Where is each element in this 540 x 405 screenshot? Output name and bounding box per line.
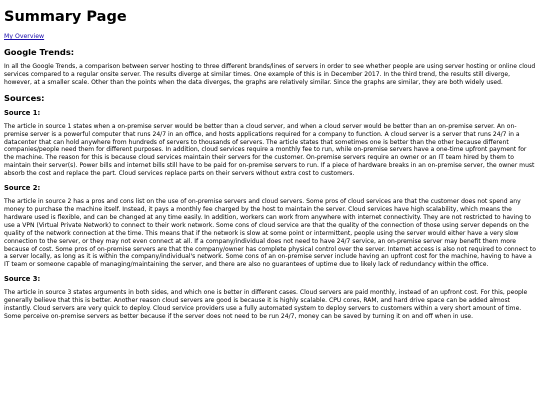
my-overview-link[interactable]: My Overview xyxy=(4,33,45,40)
source-3-paragraph: The article in source 3 states arguments in both sides, and which one is better in different cases. Cloud servers are paid monthly, instead of an upfront cost. For this, people generally believe that this is better. Another reason cloud servers are good is because it is highly scalable. CPU cores, RAM, and hard drive space can be added almost instantly. Cloud servers are very quick to deploy. Cloud service providers use a fully automated system to deploy servers to customers within a very short amount of time. Some perceive on-premise servers as better because if the server does not need to be run 24/7, money can be saved by turning it on and off when in use. xyxy=(4,289,528,320)
source-3-heading: Source 3: xyxy=(4,275,41,284)
source-1-paragraph: The article in source 1 states when a on-premise server would be better than a cloud server, and when a cloud server would be better than an on-premise server. An on-premise server is a powerful computer that runs 24/7 in an office, and hosts applications required for a company to function. A cloud server is a server that runs 24/7 in a datacenter that can hold anywhere from hundreds of servers to thousands of servers. The article states that sometimes one is better than the other because different companies/people need them for different purposes. In addition, cloud services require a monthly fee to run, while on-premise servers have a one-time upfront payment for the machine. The reason for this is because cloud services maintain their servers for the customer. On-premise servers require an owner or an IT team hired by them to maintain their server(s). Power bills and internet bills still have to be paid for on-premise servers to run. If a piece of hardware breaks in an on-premise server, the owner must absorb the cost and replace the part. Cloud services replace parts on their servers without extra cost to customers. xyxy=(4,122,535,178)
sources-heading: Sources: xyxy=(4,92,45,103)
source-1-heading: Source 1: xyxy=(4,108,41,117)
page-title: Summary Page xyxy=(4,9,127,25)
google-trends-paragraph: In all the Google Trends, a comparison between server hosting to three different brands/lines of servers in order to see whether people are using server hosting or online cloud services compared to a regular onsite server. The results diverge at similar times. One example of this is in December 2017. In the third trend, the results still diverge, however, at a smaller scale. Other than the points when the data diverges, the graphs are relatively similar. Since the graphs are similar, they are both widely used. xyxy=(4,63,536,86)
google-trends-heading: Google Trends: xyxy=(4,47,75,57)
source-2-heading: Source 2: xyxy=(4,184,41,193)
source-2-paragraph: The article in source 2 has a pros and cons list on the use of on-premise servers and cloud servers. Some pros of cloud services are that the customer does not spend any money to purchase the machine itself. Instead, it pays a monthly fee charged by the host to maintain the server. Cloud services have high scalability, which means the hardware used is flexible, and can be changed at any time easily. In addition, workers can work from anywhere with internet connectivity. They are not restricted to having to use a VPN (Virtual Private Network) to connect to their work network. Some cons of cloud service are that the quality of the connection of those using server depends on the quality of the network connection at the time. This means that if the network is slow at some point or intermittent, people using the server would either have a very slow connection to the server, or they may not even connect at all. If a company/individual does not need to have 24/7 service, an on-premise server may benefit them more because of cost. Some pros of on-premise servers are that the company/owner has complete physical control over the server. Internet access is also not required to connect to a server locally, as long as it is within the company/individual's network. Some cons of an on-premise server include having an upfront cost for the machine, having to have a IT team or someone capable of managing/maintaining the server, and there are also no guarantees of uptime due to likely lack of redundancy within the office. xyxy=(4,198,536,269)
